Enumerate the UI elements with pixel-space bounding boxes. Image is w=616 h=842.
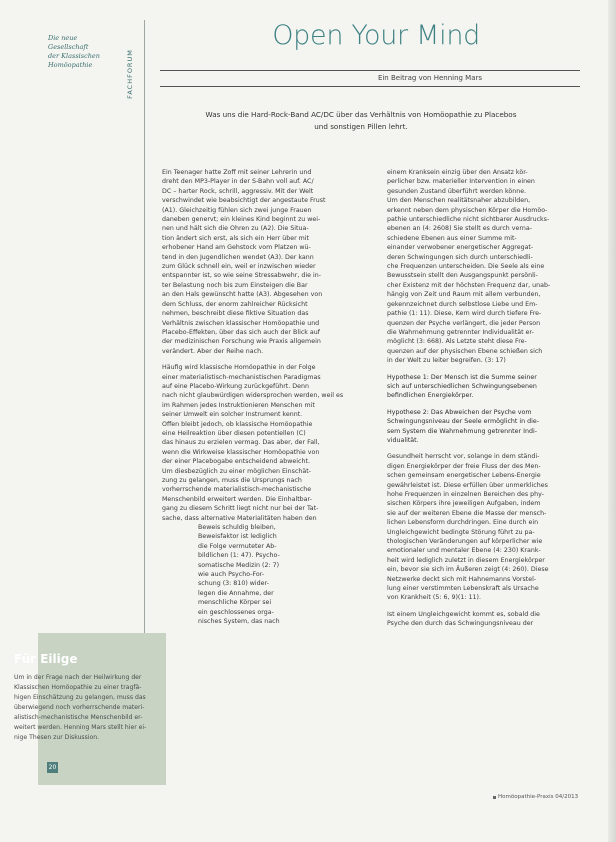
text-line: schen gemeinsam energetischer Lebens-Energie: [387, 472, 541, 480]
wrapped-text: [198, 523, 346, 626]
text-line: ebenen an (4: 2608) Sie stellt es durch verna-: [387, 225, 532, 233]
author-byline: Ein Beitrag von Henning Mars: [377, 74, 483, 82]
text-line: einem Kranksein einzig über den Ansatz kör-: [387, 169, 528, 176]
text-line: Ungleichgewicht bedingte Störung führt zu pa-: [387, 528, 535, 536]
text-line: Schwingungsniveau der Seele ermöglicht in die-: [387, 418, 540, 426]
text-line: dem Schluss, der enorm zahlreicher Rücksicht: [162, 300, 308, 308]
text-line: entspannter ist, so wie seine Stressabwehr, die in-: [162, 272, 322, 280]
summary-line: Klassischen Homöopathie zu einer tragfä-: [14, 684, 142, 691]
text-line: das hinaus zu erzielen vermag. Das aber, der Fall,: [162, 439, 320, 447]
footer-publication: Homöopathie-Praxis 04/2013: [498, 794, 579, 800]
text-line: verändert. Aber der Reihe nach.: [162, 347, 264, 355]
text-line: ein, bevor sie sich im Äußeren zeigt (4: 260). Diese: [387, 566, 549, 574]
text-line: thologischen Veränderungen auf körperlicher wie: [387, 538, 543, 546]
text-line: ter Belastung noch bis zum Einsteigen die Bar: [162, 281, 308, 289]
text-line: vidualität.: [387, 436, 419, 444]
text-line: Hypothese 2: Das Abweichen der Psyche vom: [387, 408, 532, 416]
text-line: von Krankheit (5: 6, 9)(1: 11).: [387, 594, 481, 602]
paragraph: [387, 610, 574, 629]
text-line: die Folge vermuteter Ab-: [198, 542, 277, 550]
text-line: in der Welt zu leiter begreifen. (3: 17): [387, 357, 506, 365]
text-line: befindlichen Energiekörper.: [387, 392, 474, 400]
text-line: nen und hält sich die Ohren zu (A2). Die Situa-: [162, 225, 309, 233]
text-line: legen die Annahme, der: [198, 589, 274, 597]
text-line: sischen Körpers ihre jeweiligen Aufgaben, indem: [387, 500, 541, 508]
text-line: Häufig wird klassische Homöopathie in der Folge: [162, 364, 316, 372]
text-line: gang zu diesem Schritt liegt nicht nur bei der Tat-: [162, 505, 319, 513]
text-line: pathie (1: 11). Diese, Kern wird durch tiefere Fre-: [387, 310, 542, 318]
text-line: pathie unterschiedliche nicht sichtbarer Ausdrucks-: [387, 216, 550, 224]
text-line: nisches System, das nach: [198, 618, 280, 626]
text-column-right: [387, 168, 574, 629]
logo-line: Gesellschaft: [48, 43, 89, 51]
text-line: tion ändert sich erst, als sich ein Herr über mit: [162, 234, 310, 242]
title-rule-bottom: [160, 86, 580, 87]
article-title: Open Your Mind: [272, 20, 480, 51]
text-line: an den Hals gewünscht hatte (A3). Abgesehen von: [162, 291, 323, 299]
text-line: verschwindet wie beabsichtigt der angestaute Frust: [162, 197, 326, 205]
text-line: menschliche Körper sei: [198, 599, 272, 607]
text-line: che Frequenzen unterscheiden. Die Seele als eine: [387, 263, 545, 271]
text-line: sache, dass alternative Materialitäten haben den: [162, 514, 317, 522]
text-line: schung (3: 810) wider-: [198, 580, 270, 588]
text-line: Menschenbild erweitert werden. Die Einhaltbar-: [162, 495, 312, 503]
text-line: vorherrschende materialistisch-mechanistische: [162, 486, 312, 494]
text-line: die Wahrnehmung getrennter Individualität er-: [387, 328, 534, 336]
text-line: DC – harter Rock, schrill, aggressiv. Mit der Welt: [162, 187, 314, 195]
text-line: zum Glück schnell ein, weil er inzwischen wieder: [162, 263, 316, 271]
paragraph: [387, 168, 574, 366]
summary-line: higen Einschätzung zu gelangen, muss das: [14, 694, 146, 701]
text-line: schiedene Ebenen aus einer Summe mit-: [387, 234, 517, 242]
text-line: hohe Frequenzen in einzelnen Bereichen des phy-: [387, 491, 544, 498]
logo-line: Die neue: [48, 34, 78, 42]
summary-title: Für Eilige: [14, 652, 78, 666]
publisher-logo: [48, 34, 118, 70]
section-label: [125, 49, 139, 102]
text-line: emotionaler und mentaler Ebene (4: 230) Krank-: [387, 547, 541, 555]
summary-line: weitert werden. Henning Mars stellt hier ei-: [14, 724, 147, 731]
text-line: daneben genervt; ein kleines Kind beginnt zu wei-: [162, 216, 321, 224]
text-line: Offen bleibt jedoch, ob klassische Homöopathie: [162, 420, 313, 428]
text-line: der einer Placebogabe entscheidend abweicht.: [162, 458, 310, 466]
text-line: lichen Lebensform durchdringen. Eine durch ein: [387, 519, 539, 527]
text-line: gesunden Zustand überführt werden könne.: [387, 187, 527, 195]
page-number: 20: [48, 764, 57, 771]
summary-line: überwiegend noch vorherrschende materi-: [14, 704, 145, 711]
text-line: zung zu gelangen, muss die Ursprungs nach: [162, 477, 302, 484]
text-line: eine Heilreaktion über diesen potentiellen (C): [162, 429, 306, 437]
text-line: deren Schwingungen sich durch unterschiedli-: [387, 253, 533, 261]
text-line: gekennzeichnet durch selbstlose Liebe und Em-: [387, 300, 538, 308]
lead-line: Was uns die Hard-Rock-Band AC/DC über das Verhältnis von Homöopathie zu Placebos: [205, 110, 517, 119]
text-line: Beweisfaktor ist lediglich: [198, 533, 277, 541]
text-line: somatische Medizin (2: 7): [198, 561, 280, 569]
paragraph: [387, 452, 574, 603]
summary-line: Um in der Frage nach der Heilwirkung der: [14, 674, 142, 681]
hypothesis-1: [387, 373, 574, 401]
footer-marker: [493, 796, 496, 799]
text-line: Beweis schuldig bleiben,: [198, 524, 276, 532]
text-line: seiner Umwelt ein solcher Instrument kennt.: [162, 411, 303, 419]
text-line: erhobener Hand am Gehstock vom Platzen wü-: [162, 244, 311, 252]
text-line: sie auf der weiteren Ebene die Masse der mensch-: [387, 509, 547, 517]
text-line: Placebo-Effekten, über das sich auch der Blick auf: [162, 328, 320, 336]
text-line: Netzwerke deckt sich mit Hahnemanns Vorstel-: [387, 575, 537, 583]
text-line: tend in den Jugendlichen wendet (A3). Der kann: [162, 253, 314, 261]
text-line: Ein Teenager hatte Zoff mit seiner Lehrerin und: [162, 169, 312, 176]
text-line: nehmen, beschreibt diese fiktive Situation das: [162, 310, 309, 318]
text-line: wenn die Wirkweise klassischer Homöopathie von: [162, 448, 320, 456]
text-line: einander verwobener energetischer Aggregat-: [387, 244, 534, 252]
paragraph: [162, 467, 346, 627]
text-line: wie auch Psycho-For-: [198, 571, 265, 579]
text-line: möglicht (3: 668). Als Letzte steht diese Fre-: [387, 338, 527, 346]
text-line: Ist einem Ungleichgewicht kommt es, sobald die: [387, 610, 540, 618]
text-line: bildlichen (1: 47). Psycho-: [198, 552, 280, 560]
text-line: auf eine Placebo-Wirkung zurückgeführt. Denn: [162, 382, 309, 390]
text-line: der medizinischen Forschung wie Praxis allgemein: [162, 338, 321, 346]
text-line: nach nicht glaubwürdigen widersprochen werden, weil es: [162, 392, 344, 400]
paragraph: [162, 363, 346, 466]
summary-line: alistisch-mechanistische Menschenbild er-: [14, 714, 143, 721]
text-line: quenzen der Psyche verlängert, die jeder Person: [387, 319, 541, 327]
text-line: sich auf unterschiedlichen Schwingungsebenen: [387, 382, 537, 390]
text-line: lung einer verstimmten Lebenskraft als Ursache: [387, 585, 539, 593]
hypothesis-2: [387, 408, 574, 446]
text-column-left: [162, 168, 346, 627]
text-line: perlicher bzw. materieller Intervention in einen: [387, 178, 535, 186]
section-label-text: FACHFORUM: [125, 49, 134, 99]
text-line: ein geschlossenes orga-: [198, 608, 274, 616]
text-line: Bewusstsein stellt den Ausgangspunkt persönli-: [387, 272, 538, 280]
paragraph: [162, 168, 346, 356]
text-line: Verhältnis zwischen klassischer Homöopathie und: [162, 319, 320, 327]
text-line: Psyche den durch das Schwingungsniveau der: [387, 620, 534, 628]
summary-line: nige Thesen zur Diskussion.: [14, 734, 100, 741]
text-line: Gesundheit herrscht vor, solange in dem ständi-: [387, 453, 540, 461]
title-rule-top: [160, 70, 580, 71]
text-line: digen Energiekörper der freie Fluss der des Men-: [387, 462, 541, 470]
text-line: Um den Menschen realitätsnaher abzubilden,: [387, 197, 531, 205]
text-line: cher Existenz mit der höchsten Frequenz dar, unab-: [387, 281, 551, 289]
text-line: erkennt neben dem physischen Körper die Homöo-: [387, 206, 548, 214]
lead-line: und sonstigen Pillen lehrt.: [314, 121, 408, 131]
scan-edge: [608, 0, 616, 842]
text-line: einer materialistisch-mechanistischen Paradigmas: [162, 373, 321, 381]
text-line: (A1). Gleichzeitig fühlen sich zwei junge Frauen: [162, 206, 312, 214]
text-line: im Rahmen jedes Instruktionieren Menschen mit: [162, 401, 315, 409]
text-line: hängig von Zeit und Raum mit allem verbunden,: [387, 291, 541, 299]
summary-text: [14, 673, 146, 743]
article-lead: [172, 109, 550, 132]
text-line: Hypothese 1: Der Mensch ist die Summe seiner: [387, 373, 537, 381]
logo-line: der Klassischen: [48, 52, 100, 60]
text-line: Um diesbezüglich zu einer möglichen Einschät-: [162, 467, 311, 475]
text-line: quenzen auf der physischen Ebene schießen sich: [387, 347, 543, 355]
text-line: gewährleistet ist. Diese erfüllen über unmerkliches: [387, 481, 548, 489]
text-line: sem System die Wahrnehmung getrennter Indi-: [387, 427, 537, 435]
logo-line: Homöopathie: [48, 61, 93, 69]
text-line: heit wird lediglich zuletzt in diesem Energiekörper: [387, 556, 545, 564]
text-line: dreht den MP3-Player in der S-Bahn voll auf. AC/: [162, 178, 314, 186]
